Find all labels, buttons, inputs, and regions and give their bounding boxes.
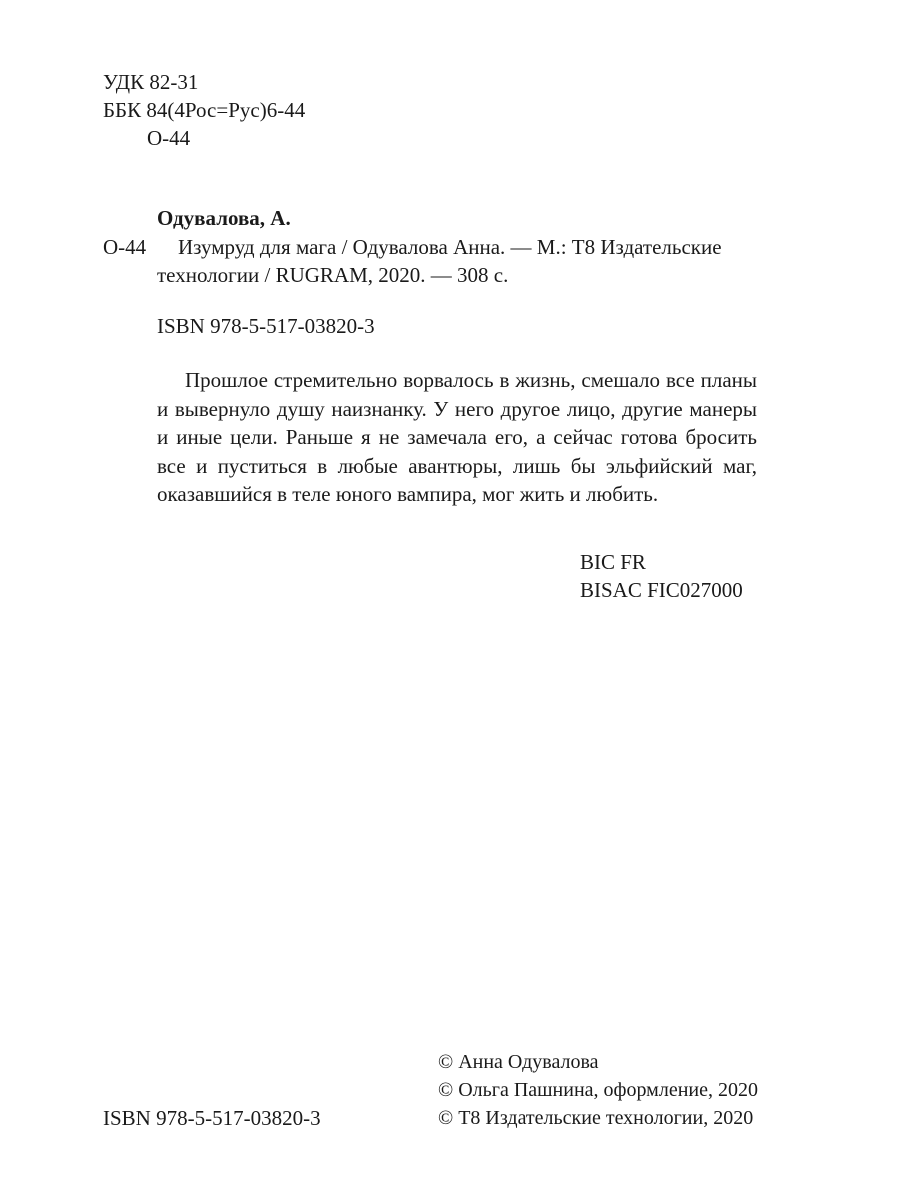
bisac-code: BISAC FIC027000 bbox=[580, 578, 743, 602]
isbn-top: ISBN 978-5-517-03820-3 bbox=[157, 314, 375, 338]
bic-code: BIC FR bbox=[580, 550, 646, 574]
subject-codes bbox=[580, 548, 743, 604]
copyright-line: © Ольга Пашнина, оформление, 2020 bbox=[438, 1079, 758, 1101]
copyright-line: © Т8 Издательские технологии, 2020 bbox=[438, 1107, 754, 1129]
copyright-block bbox=[438, 1048, 758, 1132]
isbn-footer: ISBN 978-5-517-03820-3 bbox=[103, 1106, 321, 1130]
title-line-1: Изумруд для мага / Одувалова Анна. — М.: Т8 Издательские bbox=[178, 235, 722, 259]
title-line-2: технологии / RUGRAM, 2020. — 308 с. bbox=[157, 263, 509, 287]
author-mark: О-44 bbox=[103, 235, 147, 259]
udk-code: УДК 82-31 bbox=[103, 70, 199, 94]
author-name: Одувалова, А. bbox=[157, 206, 291, 230]
author-mark-top: О-44 bbox=[147, 126, 191, 150]
copyright-line: © Анна Одувалова bbox=[438, 1051, 599, 1073]
bbk-code: ББК 84(4Рос=Рус)6-44 bbox=[103, 98, 306, 122]
abstract-text: Прошлое стремительно ворвалось в жизнь, смешало все планы и вывернуло душу наизнанку. У него другое лицо, другие манеры и иные цели. Раньше я не замечала его, а сейчас готова бросить все и пуститься в любые авантюры, лишь бы эльфийский маг, оказавшийся в теле юного вампира, мог жить и любить. bbox=[157, 368, 757, 506]
